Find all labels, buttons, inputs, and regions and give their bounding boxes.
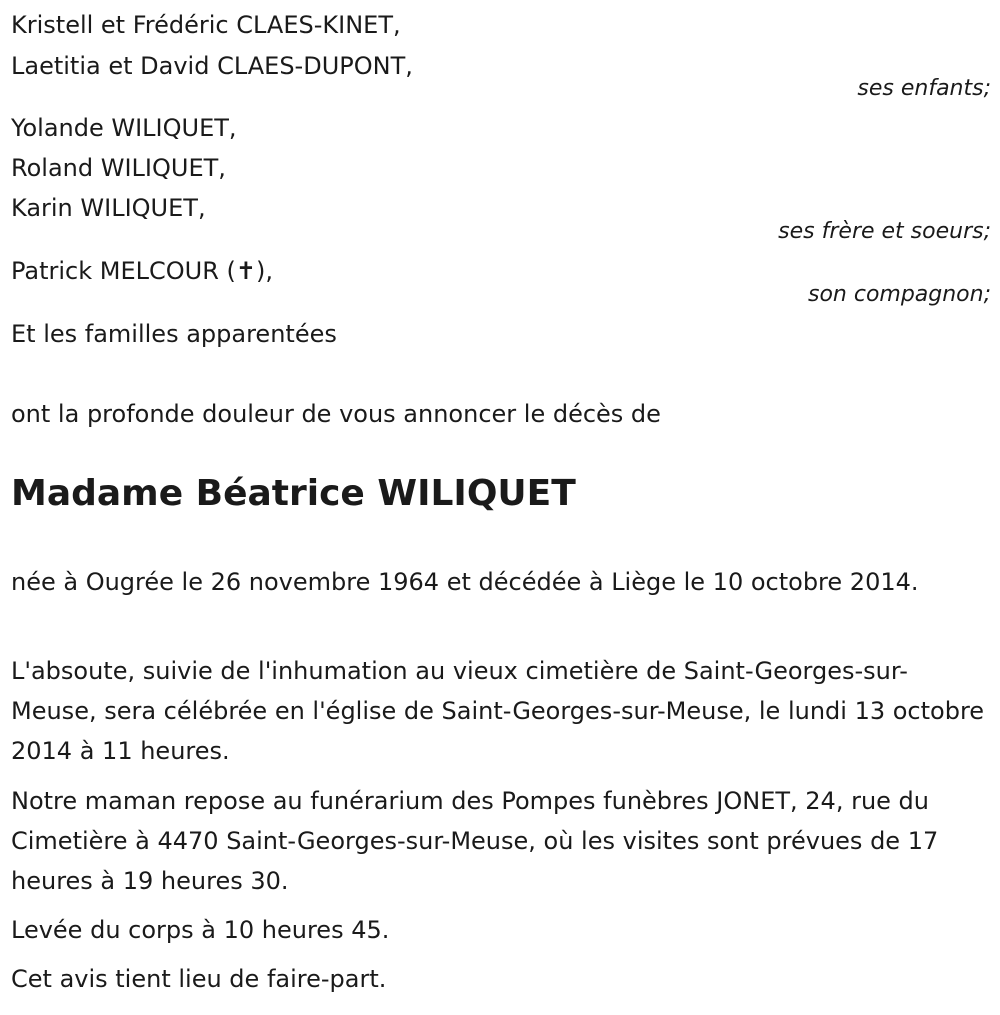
children-role: ses enfants; bbox=[857, 76, 991, 101]
siblings-role: ses frère et soeurs; bbox=[778, 219, 991, 244]
visitation-paragraph: Notre maman repose au funérarium des Pompes funèbres JONET, 24, rue du Cimetière à 4470 Saint-Georges-sur-Meuse, où les visites sont prévues de 17 heures à 19 heures 30. bbox=[11, 787, 939, 895]
partner-role: son compagnon; bbox=[807, 282, 991, 307]
announcement-line: ont la profonde douleur de vous annoncer le décès de bbox=[11, 400, 661, 428]
sibling-name: Yolande WILIQUET, bbox=[11, 114, 237, 142]
child-name: Kristell et Frédéric CLAES-KINET, bbox=[11, 11, 401, 39]
notice-paragraph: Cet avis tient lieu de faire-part. bbox=[11, 965, 387, 993]
sibling-name: Roland WILIQUET, bbox=[11, 154, 226, 182]
sibling-name: Karin WILIQUET, bbox=[11, 194, 206, 222]
ceremony-paragraph: L'absoute, suivie de l'inhumation au vieux cimetière de Saint-Georges-sur-Meuse, sera célébrée en l'église de Saint-Georges-sur-Meuse, le lundi 13 octobre 2014 à 11 heures. bbox=[11, 657, 985, 765]
relatives-line: Et les familles apparentées bbox=[11, 320, 337, 348]
birth-death-paragraph: née à Ougrée le 26 novembre 1964 et décédée à Liège le 10 octobre 2014. bbox=[11, 568, 919, 596]
child-name: Laetitia et David CLAES-DUPONT, bbox=[11, 52, 413, 80]
partner-name: Patrick MELCOUR (✝), bbox=[11, 257, 273, 285]
departure-paragraph: Levée du corps à 10 heures 45. bbox=[11, 916, 390, 944]
deceased-name: Madame Béatrice WILIQUET bbox=[11, 473, 576, 514]
